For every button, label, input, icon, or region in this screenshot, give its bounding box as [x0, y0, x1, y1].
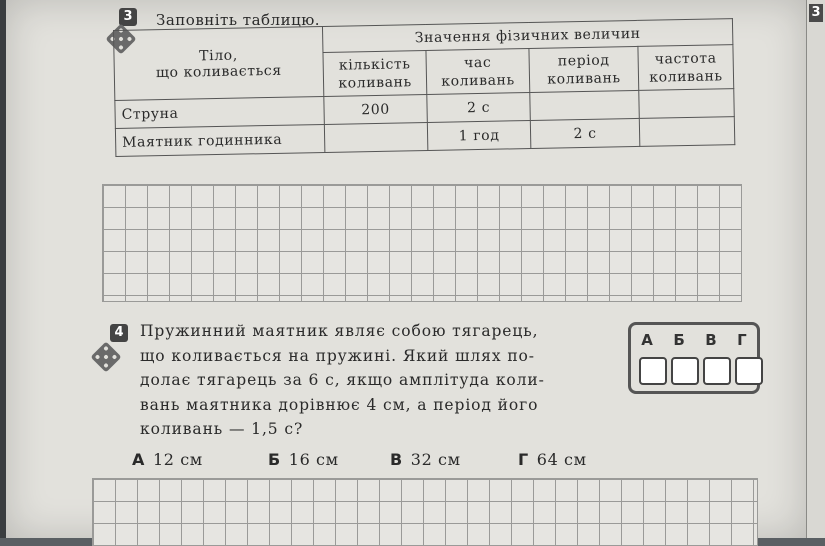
next-page-number: 3: [809, 4, 823, 22]
col-period-header: [529, 46, 639, 92]
option-a-value: 12 см: [152, 450, 203, 469]
answer-cell-d[interactable]: [735, 357, 763, 385]
option-b-value: 16 см: [288, 450, 339, 469]
option-b-letter: Б: [268, 450, 281, 469]
col-time-line2: коливань: [441, 71, 515, 90]
row1-time[interactable]: 2 с: [427, 93, 531, 123]
row2-freq[interactable]: [639, 117, 735, 147]
row2-count[interactable]: [324, 122, 428, 152]
question-line: Пружинний маятник являє собою тягарець,: [140, 322, 539, 340]
row1-body: Струна: [115, 96, 324, 128]
question-line: долає тягарець за 6 с, якщо амплітуда коли-: [140, 371, 545, 389]
grid-workspace-task3[interactable]: [102, 184, 742, 302]
row2-time[interactable]: 1 год: [427, 121, 531, 151]
option-b[interactable]: [268, 450, 339, 469]
row2-body: Маятник годинника: [115, 124, 324, 156]
col-period-line2: коливань: [547, 69, 621, 88]
option-d-letter: Г: [518, 450, 529, 469]
row1-freq[interactable]: [639, 89, 735, 119]
answer-cells: [639, 357, 763, 385]
body-header-line1: Тіло,: [199, 47, 238, 64]
col-freq-header: [638, 45, 734, 91]
workbook-page: [6, 0, 806, 538]
answer-box-letters: [631, 331, 757, 349]
col-count-line2: коливань: [338, 73, 412, 92]
row1-period[interactable]: [530, 90, 640, 120]
col-count-line1: кількість: [338, 55, 411, 74]
task4-number-badge: 4: [110, 324, 128, 342]
answer-letter-c: В: [705, 331, 717, 349]
col-period-line1: період: [557, 51, 610, 69]
body-header-line2: що коливається: [155, 62, 282, 81]
values-table: [113, 18, 735, 157]
body-header: [114, 26, 324, 100]
option-d[interactable]: [518, 450, 587, 469]
option-d-value: 64 см: [536, 450, 587, 469]
col-freq-line2: коливань: [649, 67, 723, 86]
option-a[interactable]: [132, 450, 203, 469]
col-time-line1: час: [463, 54, 492, 71]
answer-cell-a[interactable]: [639, 357, 667, 385]
option-a-letter: А: [132, 450, 145, 469]
option-c-value: 32 см: [410, 450, 461, 469]
task4-question: [140, 319, 610, 442]
col-freq-line1: частота: [654, 49, 717, 68]
question-line: коливань — 1,5 с?: [140, 420, 304, 438]
col-count-header: [323, 50, 427, 96]
question-line: що коливається на пружині. Який шлях по-: [140, 346, 535, 365]
task3-number-badge: 3: [119, 8, 137, 26]
row1-count[interactable]: 200: [324, 94, 428, 124]
col-time-header: [426, 49, 530, 95]
answer-letter-a: А: [641, 331, 653, 349]
grid-workspace-task4[interactable]: [92, 478, 758, 546]
row2-period[interactable]: 2 с: [530, 118, 640, 148]
option-c-letter: В: [390, 450, 403, 469]
answer-cell-c[interactable]: [703, 357, 731, 385]
task4-dice-icon: [90, 341, 121, 372]
task3-title: Заповніть таблицю.: [156, 11, 321, 29]
next-page-edge: [806, 0, 825, 538]
group-header: Значення фізичних величин: [322, 19, 732, 53]
answer-box: [628, 322, 760, 394]
answer-cell-b[interactable]: [671, 357, 699, 385]
question-line: вань маятника дорівнює 4 см, а період його: [140, 395, 539, 414]
answer-letter-b: Б: [673, 331, 685, 349]
option-c[interactable]: [390, 450, 461, 469]
answer-letter-d: Г: [737, 331, 747, 349]
